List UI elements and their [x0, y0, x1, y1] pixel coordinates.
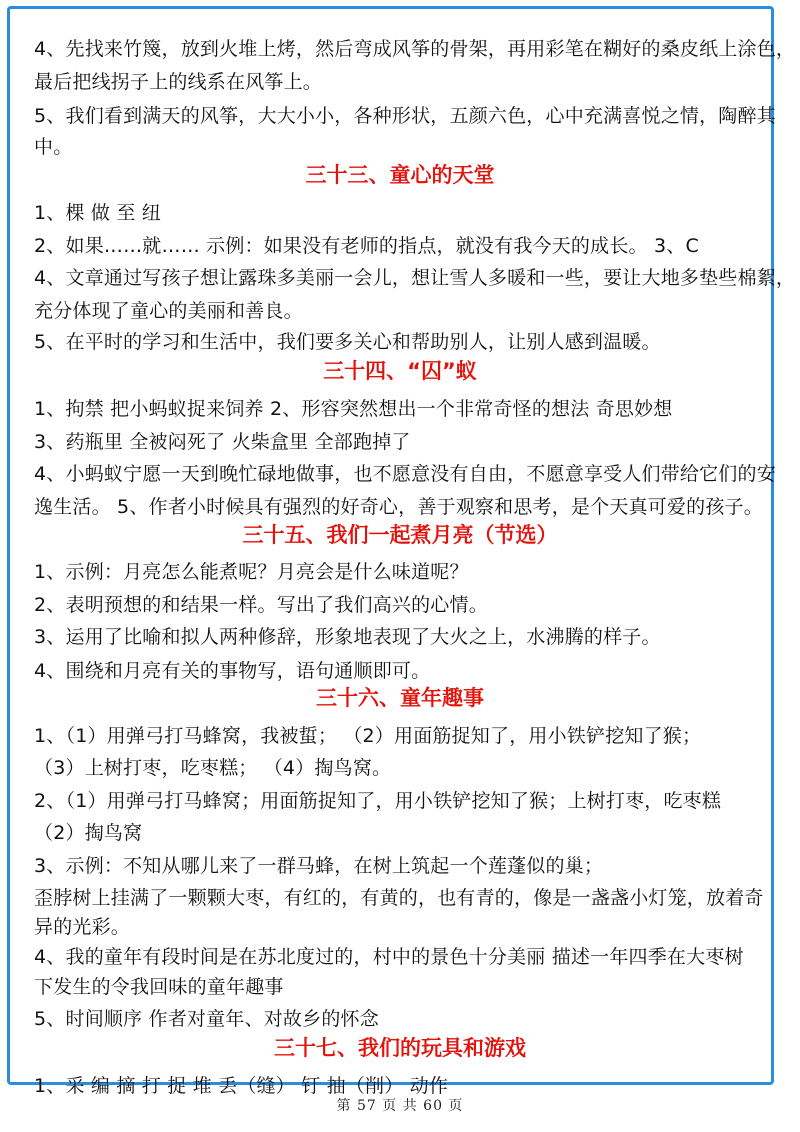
answer-line: 2、表明预想的和结果一样。写出了我们高兴的心情。: [34, 593, 488, 616]
answer-line: 4、小蚂蚁宁愿一天到晚忙碌地做事，也不愿意没有自由，不愿意享受人们带给它们的安: [34, 462, 776, 485]
answer-line: 5、时间顺序 作者对童年、对故乡的怀念: [34, 1008, 379, 1031]
answer-line: 5、我们看到满天的风筝，大大小小，各种形状，五颜六色，心中充满喜悦之情，陶醉其: [34, 104, 776, 127]
answer-line: 2、如果……就…… 示例：如果没有老师的指点，就没有我今天的成长。 3、C: [34, 234, 699, 257]
answer-line: 4、文章通过写孩子想让露珠多美丽一会儿，想让雪人多暖和一些，要让大地多垫些棉絮，: [34, 267, 796, 290]
answer-line: （2）掏鸟窝: [34, 822, 143, 845]
answer-line: 1、采 编 摘 打 捉 堆 丢（缝） 钉 抽（削） 动作: [34, 1075, 449, 1098]
answer-line: 最后把线拐子上的线系在风筝上。: [34, 71, 323, 94]
section-heading: 三十六、童年趣事: [316, 686, 484, 711]
answer-line: 下发生的令我回味的童年趣事: [34, 975, 284, 998]
answer-line: 3、运用了比喻和拟人两种修辞，形象地表现了大火之上，水沸腾的样子。: [34, 626, 661, 649]
answer-line: 1、示例：月亮怎么能煮呢？月亮会是什么味道呢？: [34, 561, 469, 584]
answer-line: 1、拘禁 把小蚂蚁捉来饲养 2、形容突然想出一个非常奇怪的想法 奇思妙想: [34, 398, 673, 421]
answer-line: 3、药瓶里 全被闷死了 火柴盒里 全部跑掉了: [34, 430, 411, 453]
answer-line: （3）上树打枣，吃枣糕； （4）掏鸟窝。: [34, 757, 392, 780]
answer-line: 5、在平时的学习和生活中，我们要多关心和帮助别人，让别人感到温暖。: [34, 331, 661, 354]
answer-line: 4、先找来竹篾，放到火堆上烤，然后弯成风筝的骨架，再用彩笔在糊好的桑皮纸上涂色，: [34, 38, 796, 60]
answer-line: 4、我的童年有段时间是在苏北度过的，村中的景色十分美丽 描述一年四季在大枣树: [34, 946, 744, 969]
page-footer: 第 57 页 共 60 页: [336, 1098, 464, 1114]
section-heading: 三十三、童心的天堂: [305, 163, 495, 188]
answer-line: 4、围绕和月亮有关的事物写，语句通顺即可。: [34, 659, 431, 682]
section-heading: 三十七、我们的玩具和游戏: [274, 1035, 526, 1060]
answer-line: 1、棵 做 至 纽: [34, 202, 162, 225]
answer-line: 3、示例：不知从哪儿来了一群马蜂，在树上筑起一个莲蓬似的巢；: [34, 854, 604, 877]
answer-line: 充分体现了童心的美丽和善良。: [34, 299, 303, 322]
answer-line: 1、（1）用弹弓打马蜂窝，我被蜇； （2）用面筋捉知了，用小铁铲挖知了猴；: [34, 724, 702, 747]
section-heading: 三十四、“囚”蚁: [323, 358, 477, 383]
answer-line: 歪脖树上挂满了一颗颗大枣，有红的，有黄的，也有青的，像是一盏盏小灯笼，放着奇: [34, 886, 764, 909]
answer-line: 逸生活。 5、作者小时候具有强烈的好奇心，善于观察和思考，是个天真可爱的孩子。: [34, 496, 763, 519]
answer-line: 异的光彩。: [34, 915, 131, 938]
answer-line: 中。: [34, 136, 73, 159]
section-heading: 三十五、我们一起煮月亮（节选）: [242, 523, 558, 548]
answer-line: 2、（1）用弹弓打马蜂窝；用面筋捉知了，用小铁铲挖知了猴；上树打枣，吃枣糕: [34, 789, 722, 812]
